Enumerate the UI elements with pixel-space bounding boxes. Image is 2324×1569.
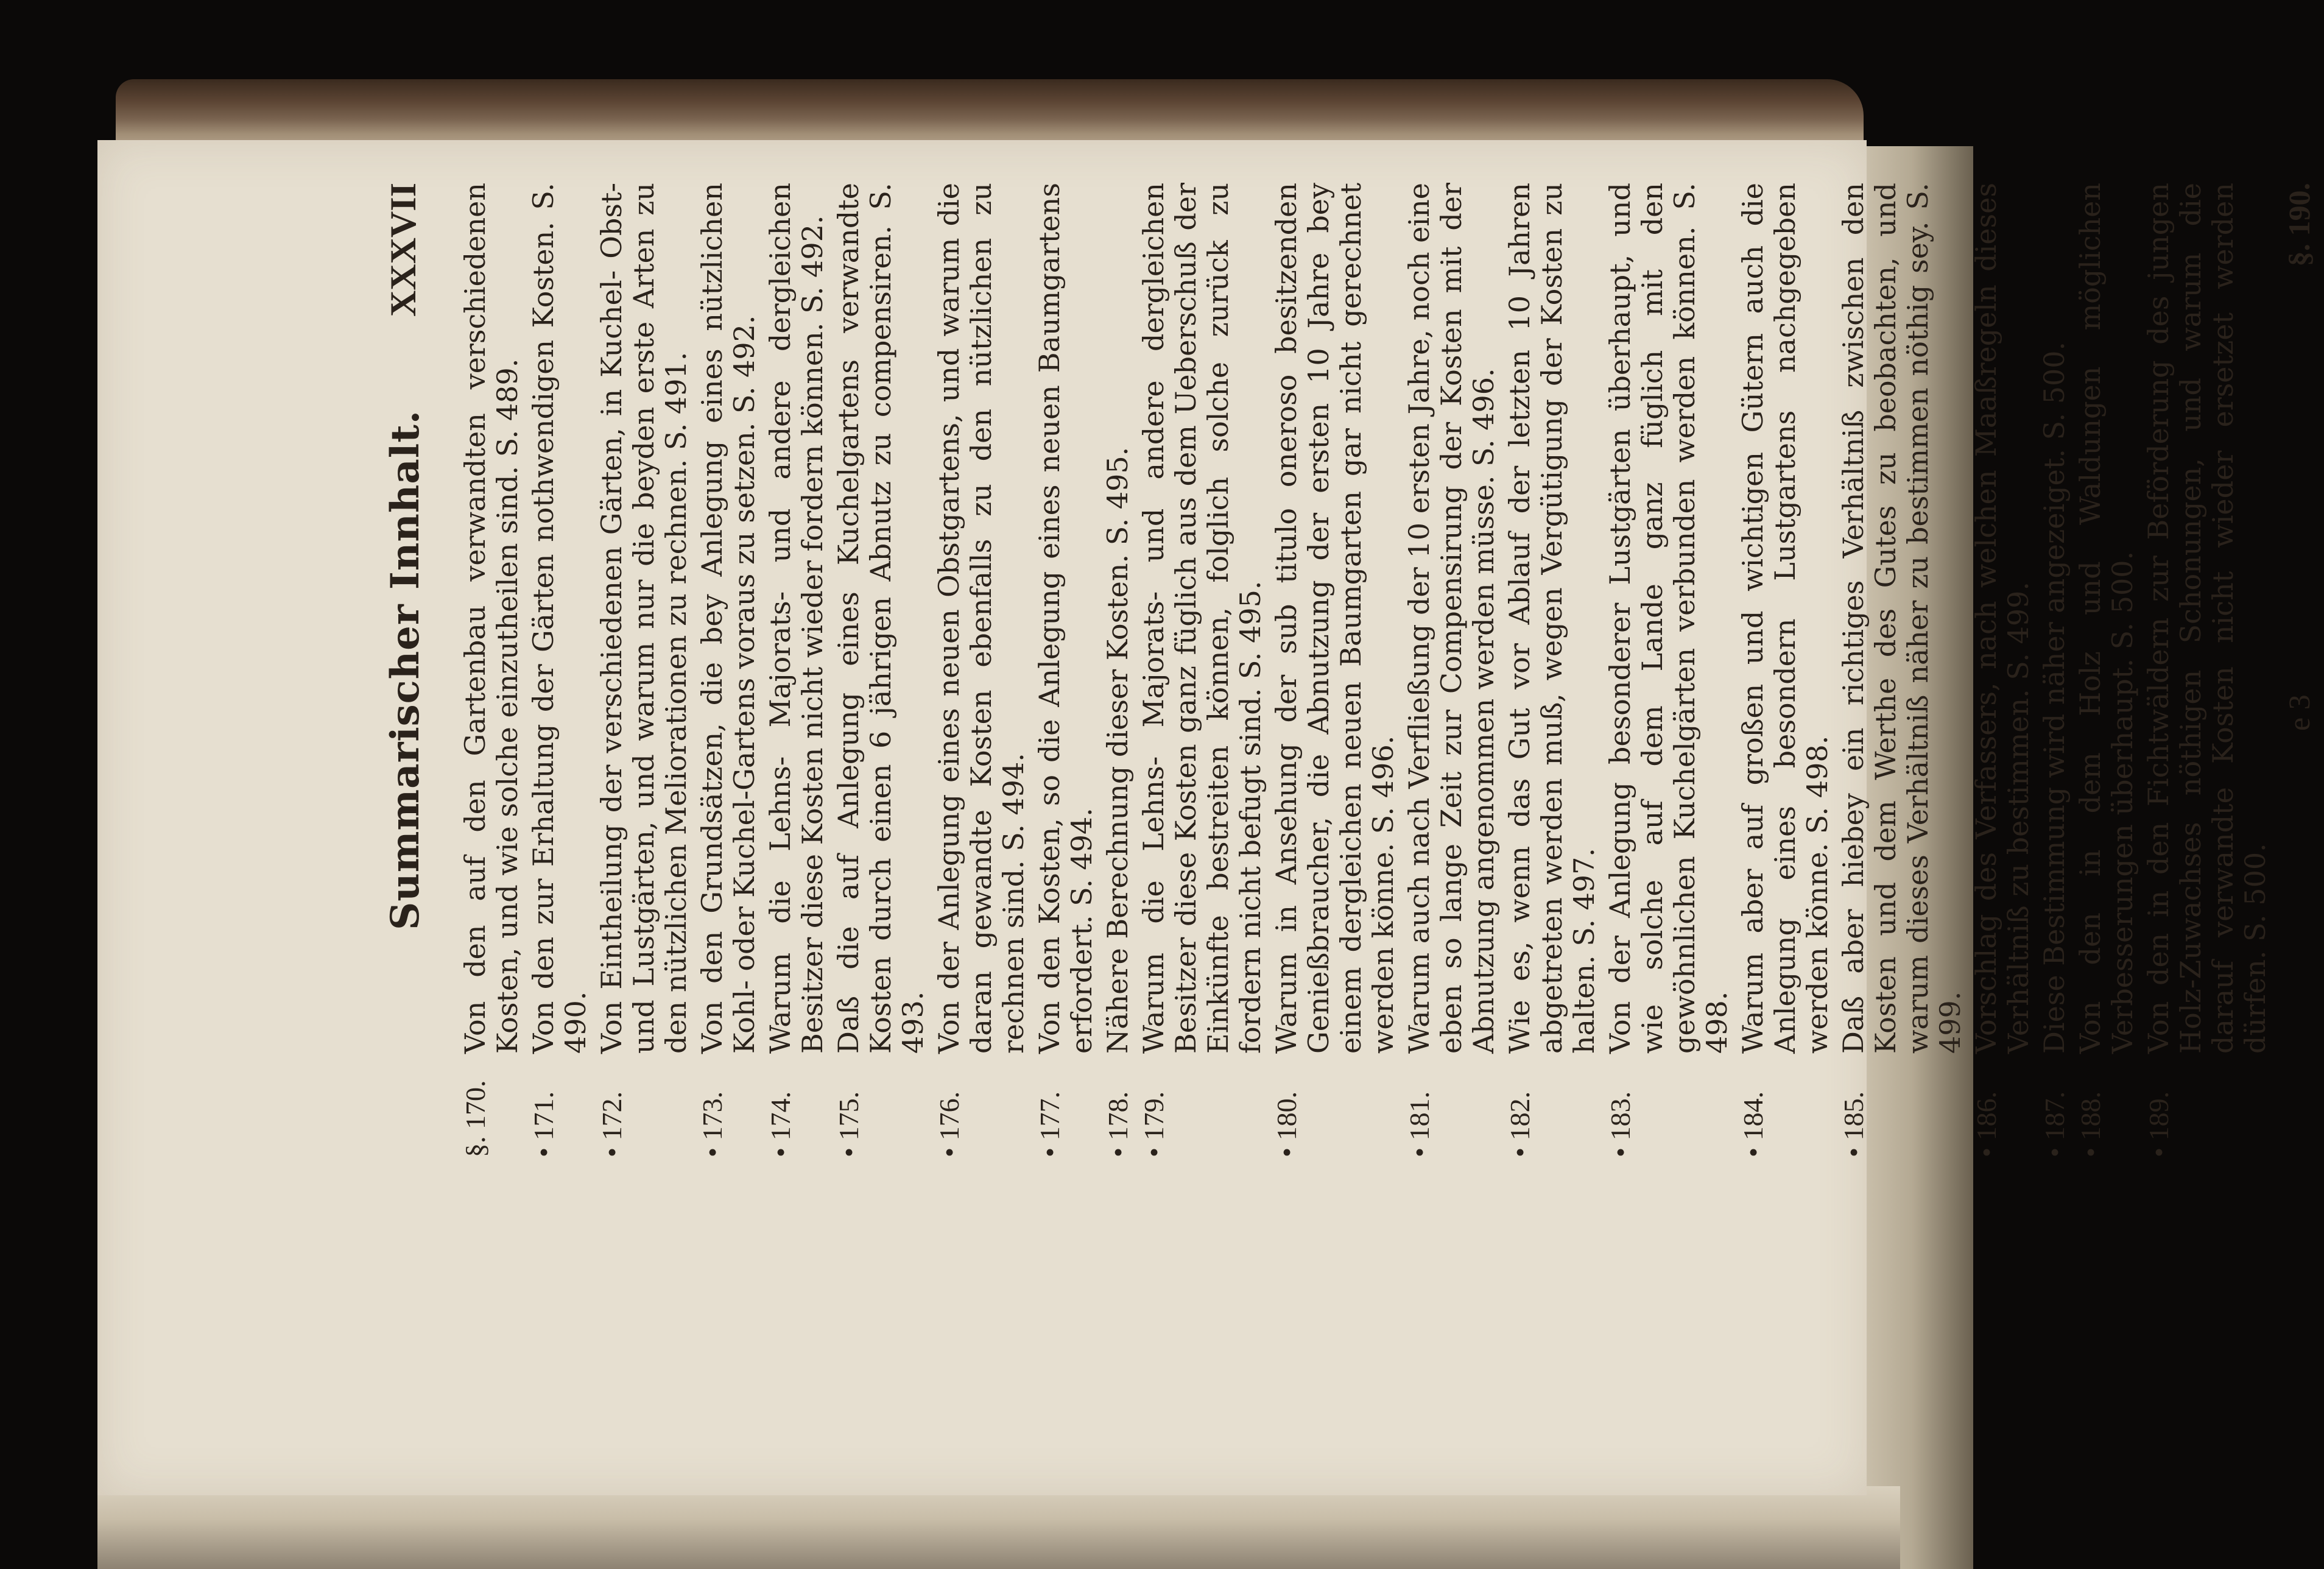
page-footer bbox=[2281, 183, 2324, 1157]
list-item bbox=[933, 183, 1030, 1157]
list-item bbox=[696, 183, 761, 1157]
list-item bbox=[1970, 183, 2035, 1157]
entry-text: Warum die Lehns- Majorats- und andere dergleichen Besitzer diese Kosten ganz füglich aus dem Ueberschuß der Einkünfte bestreiten können, folglich solche zurück zu fordern nicht befugt sind. S. 495. bbox=[1137, 183, 1267, 1054]
page-number: XXXVII bbox=[383, 183, 423, 317]
entry-number: • 187. bbox=[2039, 1091, 2070, 1157]
entry-text: Daß die auf Anlegung eines Kuchelgartens verwandte Kosten durch einen 6 jährigen Abnutz zu compensiren. S. 493. bbox=[832, 183, 929, 1054]
book-bottom-edge bbox=[97, 1486, 1900, 1569]
list-item bbox=[833, 183, 929, 1157]
entry-number: • 172. bbox=[596, 1091, 627, 1157]
entry-text: Von den in den Fichtwäldern zur Beförderung des jungen Holz-Zuwachses nöthigen Schonungen, und warum die darauf verwandte Kosten nicht wieder ersetzet werden dürfen. S. 500. bbox=[2142, 183, 2272, 1054]
entry-number: • 171. bbox=[528, 1091, 559, 1157]
entry-text: Warum die Lehns- Majorats- und andere dergleichen Besitzer diese Kosten nicht wieder fordern können. S. 492. bbox=[764, 183, 829, 1054]
catchword: §. 190. bbox=[2282, 183, 2316, 267]
entry-text: Von den auf den Gartenbau verwandten verschiedenen Kosten, und wie solche einzutheilen sind. S. 489. bbox=[459, 183, 524, 1054]
entry-number: • 184. bbox=[1738, 1091, 1769, 1157]
entry-text: Warum in Ansehung der sub titulo oneroso besitzenden Genießbraucher, die Abnutzung der ersten 10 Jahre bey einem dergleichen neuen Baumgarten gar nicht gerechnet werden könne. S. 496. bbox=[1270, 183, 1400, 1054]
list-item bbox=[1270, 183, 1400, 1157]
entry-number: • 178. bbox=[1102, 1091, 1133, 1157]
page-title: Summarischer Innhalt. bbox=[382, 409, 428, 931]
list-item bbox=[1837, 183, 1967, 1157]
entry-number: • 183. bbox=[1605, 1091, 1636, 1157]
entry-text: Von den Grundsätzen, die bey Anlegung eines nützlichen Kohl- oder Kuchel-Gartens voraus zu setzen. S. 492. bbox=[695, 183, 761, 1054]
list-item bbox=[1033, 183, 1098, 1157]
entry-number: §. 170. bbox=[460, 1080, 491, 1157]
list-item bbox=[2143, 183, 2272, 1157]
entry-number: • 185. bbox=[1838, 1091, 1869, 1157]
entry-number: • 176. bbox=[934, 1091, 965, 1157]
list-item bbox=[2074, 183, 2139, 1157]
list-item bbox=[764, 183, 829, 1157]
entry-number: • 179. bbox=[1138, 1091, 1169, 1157]
entry-text: Von Eintheilung der verschiedenen Gärten, in Kuchel- Obst- und Lustgärten, und warum nur die beyden erste Arten zu den nützlichen Meliorationen zu rechnen. S. 491. bbox=[595, 183, 692, 1054]
list-item bbox=[2038, 183, 2071, 1157]
entry-number: • 177. bbox=[1034, 1091, 1065, 1157]
entry-number: • 186. bbox=[1971, 1091, 2002, 1157]
entry-text: Von der Anlegung eines neuen Obstgartens, und warum die daran gewandte Kosten ebenfalls zu den nützlichen zu rechnen sind. S. 494. bbox=[932, 183, 1030, 1054]
entry-number: • 182. bbox=[1504, 1091, 1535, 1157]
list-item bbox=[527, 183, 592, 1157]
entry-number: • 175. bbox=[833, 1091, 864, 1157]
entry-text: Von der Anlegung besonderer Lustgärten überhaupt, und wie solche auf dem Lande ganz füglich mit den gewöhnlichen Kuchelgärten verbunden werden können. S. 498. bbox=[1604, 183, 1733, 1054]
signature-mark: e 3 bbox=[2282, 694, 2316, 731]
entry-text: Vorschlag des Verfassers, nach welchen Maaßregeln dieses Verhältniß zu bestimmen. S. 499. bbox=[1970, 183, 2035, 1054]
entry-text: Von den in dem Holz und Waldungen möglichen Verbesserungen überhaupt. S. 500. bbox=[2074, 183, 2139, 1054]
entry-text: Warum aber auf großen und wichtigen Gütern auch die Anlegung eines besondern Lustgartens nachgegeben werden könne. S. 498. bbox=[1736, 183, 1834, 1054]
entry-text: Von den Kosten, so die Anlegung eines neuen Baumgartens erfordert. S. 494. bbox=[1033, 183, 1098, 1054]
list-item bbox=[596, 183, 692, 1157]
entry-text: Diese Bestimmung wird näher angezeiget. S. 500. bbox=[2038, 341, 2071, 1054]
entry-number: • 181. bbox=[1404, 1091, 1435, 1157]
entry-text: Warum auch nach Verfließung der 10 ersten Jahre, noch eine eben so lange Zeit zur Compensirung der Kosten mit der Abnutzung angenommen werden müsse. S. 496. bbox=[1403, 183, 1500, 1054]
list-item bbox=[1604, 183, 1733, 1157]
entry-number: • 188. bbox=[2075, 1091, 2106, 1157]
entry-text: Wie es, wenn das Gut vor Ablauf der letzten 10 Jahren abgetreten werden muß, wegen Vergütigung der Kosten zu halten. S. 497. bbox=[1503, 183, 1600, 1054]
list-item bbox=[1102, 183, 1134, 1157]
list-item bbox=[1737, 183, 1834, 1157]
page-header bbox=[378, 183, 445, 1157]
list-item bbox=[1504, 183, 1600, 1157]
book-page bbox=[97, 140, 2316, 1495]
entry-number: • 180. bbox=[1271, 1091, 1302, 1157]
list-item bbox=[459, 183, 524, 1157]
page-content bbox=[378, 183, 2316, 1157]
entry-text: Nähere Berechnung dieser Kosten. S. 495. bbox=[1101, 446, 1134, 1054]
list-item bbox=[1403, 183, 1500, 1157]
entry-number: • 189. bbox=[2143, 1091, 2174, 1157]
entry-list bbox=[459, 183, 2272, 1157]
entry-number: • 174. bbox=[765, 1091, 796, 1157]
entry-text: Von den zur Erhaltung der Gärten nothwendigen Kosten. S. 490. bbox=[527, 183, 592, 1054]
entry-text: Daß aber hiebey ein richtiges Verhältniß zwischen den Kosten und dem Werthe des Gutes zu beobachten, und warum dieses Verhältniß näher zu bestimmen nöthig sey. S. 499. bbox=[1837, 183, 1967, 1054]
list-item bbox=[1138, 183, 1267, 1157]
entry-number: • 173. bbox=[697, 1091, 728, 1157]
